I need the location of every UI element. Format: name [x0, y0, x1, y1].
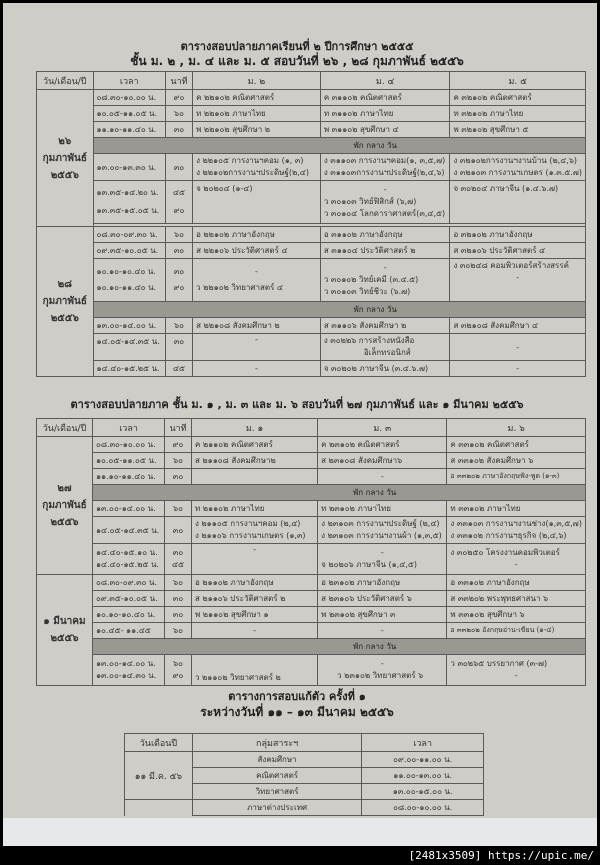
table-row: คณิตศาสตร์ ๑๑.๐๐-๑๓.๐๐ น. — [125, 768, 484, 784]
remedial-exam-table — [124, 733, 484, 816]
table-row: วิทยาศาสตร์ ๑๓.๐๐-๑๕.๐๐ น. — [125, 784, 484, 800]
table-header-row: วันเดือนปี กลุ่มสาระฯ เวลา — [125, 734, 484, 752]
table-row: ๐๙.๓๕-๑๐.๐๕ น. ๓๐ ส ๒๑๑๐๖ ประวัติศาสตร์ ๒ ส ๒๓๑๐๖ ประวัติศาสตร์ ๖ ส ๓๓๒๐๒ พระพุทธศาสนา ๖ — [37, 591, 586, 607]
table-row: ๑๔.๐๕-๑๔.๓๕ น. ๓๐ - ง ๓๐๒๒๖ การสร้างหนังสือ อิเล็กทรอนิกส์ - — [37, 334, 586, 361]
table-header-row: วัน/เดือน/ปี เวลา นาที ม. ๒ ม. ๔ ม. ๕ — [37, 72, 586, 90]
table-row: ๑๑.๑๐-๑๑.๔๐ น. ๓๐ - อ ๓๓๒๐๒ ภาษาอังกฤษฟัง-พูด (๑-๓) — [37, 469, 586, 485]
page-cutoff — [3, 818, 597, 846]
section1-title-line1: ตารางสอบปลายภาคเรียนที่ ๒ ปีการศึกษา ๒๕๕๕ — [180, 40, 414, 53]
section2-title: ตารางสอบปลายภาค ชั้น ม. ๑ , ม. ๓ และ ม. ๖ สอบวันที่ ๒๗ กุมภาพันธ์ และ ๑ มีนาคม ๒๕๕๖ — [70, 398, 524, 411]
table-row: ๐๙.๓๕-๑๐.๐๕ น. ๓๐ ส ๒๒๑๐๖ ประวัติศาสตร์ ๔ ส ๓๑๑๐๔ ประวัติศาสตร์ ๒ ส ๓๒๑๐๖ ประวัติศาสตร์ ๔ — [37, 243, 586, 259]
table-row: ๑๔.๐๕-๑๔.๓๕ น. ๓๐ ง ๒๑๑๐๕ การงานฯคอม (๒,๔) ง ๒๑๑๐๖ การงานฯเกษตร (๑,๓) ง ๒๓๑๐๓ การงานฯประดิษฐ์ (๒,๔) ง ๒๓๑๐๓ การงานฯงานผ้า (๑,๓,๕) ง ๓๓๑๐๓ การงานฯงานช่าง(๑,๓,๕,๗) ง ๓๓๑๐๒ การงานฯธุรกิจ (๒,๔,๖) — [37, 517, 586, 544]
table-row: ๒๖ กุมภาพันธ์ ๒๕๕๖ ๐๘.๓๐-๑๐.๐๐ น. ๙๐ ค ๒๒๑๐๒ คณิตศาสตร์ ค ๓๑๑๐๒ คณิตศาสตร์ ค ๓๒๑๐๒ คณิตศาสตร์ — [37, 90, 586, 106]
table-row: ๑๐.๑๐-๑๐.๔๐ น. ๓๐ พ ๒๑๑๐๒ สุขศึกษา ๑ พ ๒๓๑๐๒ สุขศึกษา ๓ พ ๓๓๑๐๒ สุขศึกษา ๖ — [37, 607, 586, 623]
table-row: ๑๐.๑๐-๑๐.๔๐ น. ๑๐.๑๐-๑๑.๔๐ น. ๓๐ ๙๐ - ว ๒๒๑๐๒ วิทยาศาสตร์ ๔ - ว ๓๐๑๐๒ วิทย์เคมี (๓.๔.๕) ว ๓๐๑๐๓ วิทย์ชีวะ (๖.๗) ง ๓๐๒๔๘ คอมพิวเตอร์สร้างสรรค์ - — [37, 259, 586, 302]
table-row: ๑๓.๐๐-๑๓.๓๐ น. ๓๐ ง ๒๒๑๐๕ การงานฯคอม (๑, ๓) ง ๒๒๑๐๒การงานฯประดิษฐ์(๒,๔) ง ๓๑๑๐๓ การงานฯคอม(๑, ๓,๕,๗) ง ๓๑๑๐๓การงานฯประดิษฐ์(๒,๔,๖) ง ๓๒๑๐๒การงานฯงานบ้าน (๒,๔,๖) ง ๓๒๑๐๓ การงานฯเกษตร (๑.๓.๕.๗) — [37, 154, 586, 181]
table-row: ๒๗ กุมภาพันธ์ ๒๕๕๖ ๐๘.๓๐-๑๐.๐๐ น. ๙๐ ค ๒๑๑๐๒ คณิตศาสตร์ ค ๒๓๑๐๒ คณิตศาสตร์ ค ๓๓๑๐๒ คณิตศาสตร์ — [37, 437, 586, 453]
section3-title-line1: ตารางการสอบแก้ตัว ครั้งที่ ๑ — [228, 690, 366, 703]
day-cell: ๒๘ กุมภาพันธ์ ๒๕๕๖ — [37, 227, 94, 377]
table-row: ๑๔.๔๐-๑๕.๑๐ น. ๑๔.๔๐-๑๕.๒๕ น. ๓๐ ๔๕ - - จ ๒๐๒๐๖ ภาษาจีน (๑,๔,๕) ง ๓๐๒๕๐ โครงงานคอมพิวเตอร์ - — [37, 544, 586, 575]
image-source-caption: [2481x3509] https://upic.me/ — [408, 849, 594, 862]
day-cell: ๒๖ กุมภาพันธ์ ๒๕๕๖ — [37, 90, 94, 227]
table-row: ๑๑ มี.ค. ๕๖ สังคมศึกษา ๐๙.๐๐-๑๑.๐๐ น. — [125, 752, 484, 768]
table-row: ๑ มีนาคม ๒๕๕๖ ๐๘.๓๐-๐๙.๓๐ น. ๖๐ อ ๒๑๑๐๒ ภาษาอังกฤษ อ ๒๓๑๐๒ ภาษาอังกฤษ อ ๓๓๑๐๒ ภาษาอังกฤษ — [37, 575, 586, 591]
section1-title-line2: ชั้น ม. ๒ , ม. ๔ และ ม. ๕ สอบวันที่ ๒๖ , ๒๘ กุมภาพันธ์ ๒๕๕๖ — [130, 54, 464, 68]
table-row: ๑๐.๔๕- ๑๑.๔๕ ๖๐ - - อ ๓๓๒๐๒ อังกฤษอ่าน-เขียน (๑-๔) — [37, 623, 586, 639]
table-row: ๑๓.๐๐-๑๔.๐๐ น. ๖๐ ส ๒๒๑๐๘ สังคมศึกษา ๒ ส ๓๑๑๐๖ สังคมศึกษา ๒ ส ๓๒๑๐๘ สังคมศึกษา ๔ — [37, 318, 586, 334]
table-row: ๒๘ กุมภาพันธ์ ๒๕๕๖ ๐๘.๓๐-๐๙.๓๐ น. ๖๐ อ ๒๒๑๐๒ ภาษาอังกฤษ อ ๓๑๑๐๒ ภาษาอังกฤษ อ ๓๒๑๐๒ ภาษาอังกฤษ — [37, 227, 586, 243]
table-row: ๑๐.๐๕-๑๑.๐๕ น. ๖๐ ส ๒๑๑๐๘ สังคมศึกษา๒ ส ๒๓๑๐๘ สังคมศึกษา๖ ส ๓๓๑๐๒ สังคมศึกษา ๖ — [37, 453, 586, 469]
lunch-break-row: พัก กลาง วัน — [37, 485, 586, 501]
table-row: ๑๓.๓๕-๑๔.๒๐ น. ๑๓.๓๕-๑๕.๐๕ น. ๔๕ ๙๐ จ ๒๐๒๐๔ (๑-๔) - ว ๓๐๑๐๓ วิทย์ฟิสิกส์ (๖,๗) ว ๓๐๑๐๔ โลกดาราศาสตร์(๓,๔,๕) จ ๓๐๒๐๔ ภาษาจีน (๑.๔.๖.๗) — [37, 181, 586, 224]
exam-table-1 — [36, 71, 586, 377]
table-row: ๑๐.๐๕-๑๑.๐๕ น. ๖๐ ท ๒๒๑๐๒ ภาษาไทย ท ๓๑๑๐๒ ภาษาไทย ท ๓๒๑๐๒ ภาษาไทย — [37, 106, 586, 122]
section3-title-line2: ระหว่างวันที่ ๑๑ – ๑๓ มีนาคม ๒๕๕๖ — [200, 705, 394, 719]
day-cell: ๑๑ มี.ค. ๕๖ — [125, 752, 193, 800]
table-row: ภาษาต่างประเทศ ๐๘.๐๐-๑๐.๐๐ น. — [125, 800, 484, 816]
lunch-break-row: พัก กลาง วัน — [37, 138, 586, 154]
table-header-row: วัน/เดือน/ปี เวลา นาที ม. ๑ ม. ๓ ม. ๖ — [37, 419, 586, 437]
lunch-break-row: พัก กลาง วัน — [37, 639, 586, 655]
day-cell: ๑ มีนาคม ๒๕๕๖ — [37, 575, 93, 686]
exam-table-2 — [36, 418, 586, 686]
table-row: ๑๔.๔๐-๑๕.๒๕ น. ๔๕ - จ ๓๐๒๐๒ ภาษาจีน (๓.๔.๖.๗) - — [37, 361, 586, 377]
lunch-break-row: พัก กลาง วัน — [37, 302, 586, 318]
table-row: ๑๓.๐๐-๑๔.๐๐ น. ๖๐ ท ๒๑๑๐๒ ภาษาไทย ท ๒๓๑๐๒ ภาษาไทย ท ๓๓๑๐๒ ภาษาไทย — [37, 501, 586, 517]
table-row: ๑๓.๐๐-๑๔.๐๐ น. ๑๓.๐๐-๑๔.๓๐ น. ๖๐ ๙๐ ว ๒๑๑๐๒ วิทยาศาสตร์ ๒ - ว ๒๓๑๐๒ วิทยาศาสตร์ ๖ ว ๓๐๒๖๕ บรรยากาศ (๓-๗) - — [37, 655, 586, 686]
day-cell: ๒๗ กุมภาพันธ์ ๒๕๕๖ — [37, 437, 93, 575]
table-row: ๑๑.๑๐-๑๑.๔๐ น. ๓๐ พ ๒๒๑๐๒ สุขศึกษา ๒ พ ๓๑๑๐๒ สุขศึกษา ๔ พ ๓๒๑๐๒ สุขศึกษา ๕ — [37, 122, 586, 138]
